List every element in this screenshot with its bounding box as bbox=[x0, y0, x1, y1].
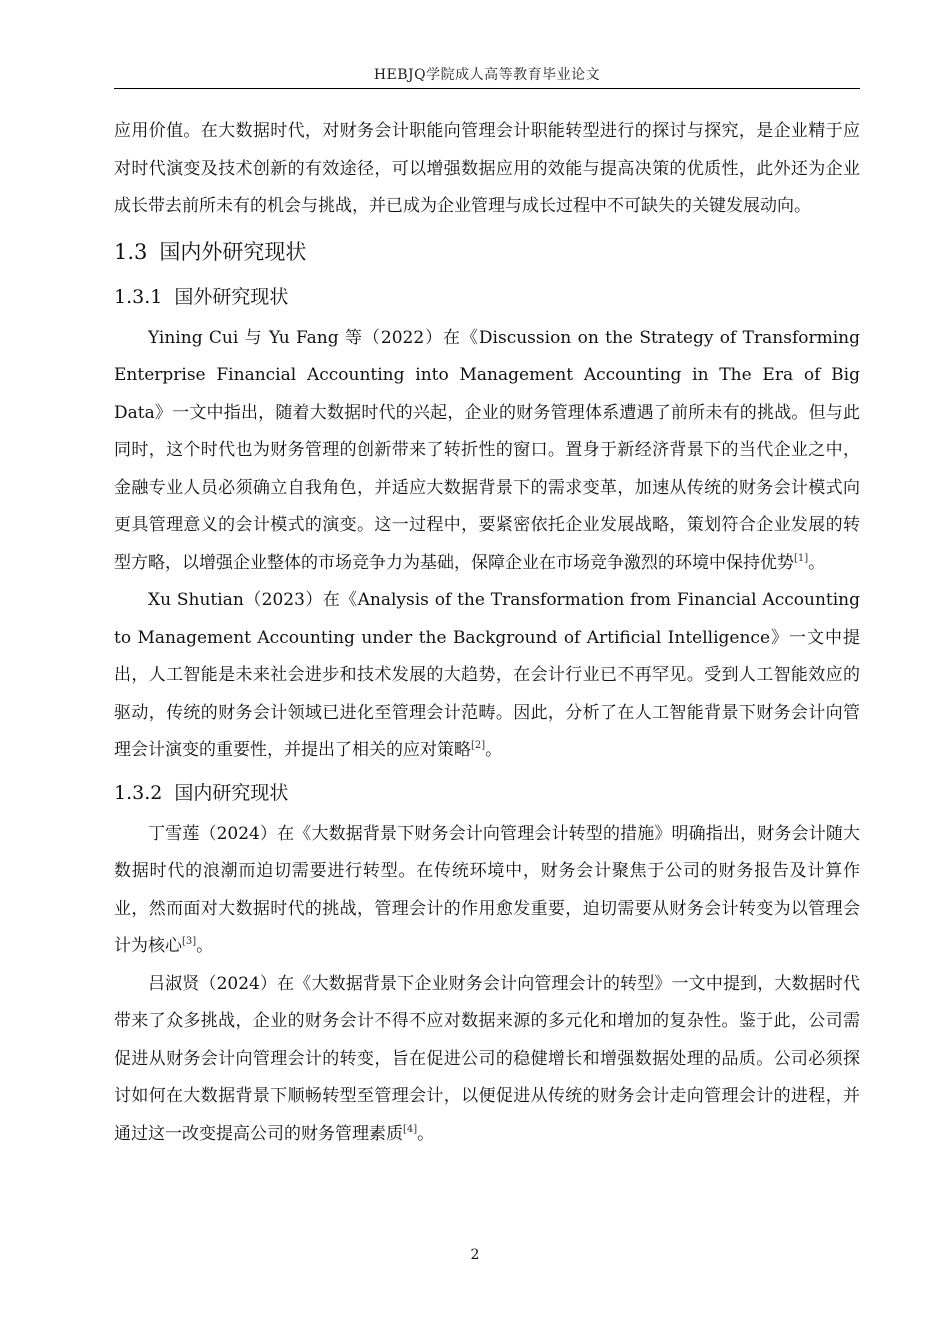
citation-ref: [3] bbox=[182, 936, 197, 947]
page-body bbox=[114, 113, 860, 1153]
header-divider bbox=[114, 88, 860, 89]
section-number: 1.3 bbox=[114, 239, 148, 264]
page-number: 2 bbox=[470, 1247, 480, 1263]
paragraph-end: 。 bbox=[417, 1123, 435, 1144]
subsection-title: 国外研究现状 bbox=[174, 285, 289, 308]
section-title: 国内外研究现状 bbox=[159, 239, 307, 264]
paragraph-end: 。 bbox=[196, 936, 214, 956]
paragraph-text: Xu Shutian（2023）在《Analysis of the Transformation from Financial Accounting to Management Accounting under the Background of Artificial Intelligence》一文中提出，人工智能是未来社会进步和技术发展的大趋势，在会计行业已不再罕见。受到人工智能效应的驱动，传统的财务会计领域已进化至管理会计范畴。因此，分析了在人工智能背景下财务会计向管理会计演变的重要性，并提出了相关的应对策略 bbox=[114, 590, 860, 760]
citation-ref: [4] bbox=[403, 1123, 418, 1135]
paragraph-end: 。 bbox=[808, 552, 826, 573]
paragraph-foreign-research-1 bbox=[114, 320, 860, 583]
paragraph-domestic-research-2 bbox=[114, 966, 860, 1154]
subsection-heading-1-3-1 bbox=[114, 278, 860, 316]
paragraph-text: 丁雪莲（2024）在《大数据背景下财务会计向管理会计转型的措施》明确指出，财务会计随大数据时代的浪潮而迫切需要进行转型。在传统环境中，财务会计聚焦于公司的财务报告及计算作业，然而面对大数据时代的挑战，管理会计的作用愈发重要，迫切需要从财务会计转变为以管理会计为核心 bbox=[114, 823, 860, 956]
paragraph-foreign-research-2 bbox=[114, 582, 860, 770]
paragraph-domestic-research-1 bbox=[114, 816, 860, 966]
paragraph-text: Yining Cui 与 Yu Fang 等（2022）在《Discussion on the Strategy of Transforming Enterprise Financial Accounting into Management Accounting in The Era of Big Data》一文中指出，随着大数据时代的兴起，企业的财务管理体系遭遇了前所未有的挑战。但与此同时，这个时代也为财务管理的创新带来了转折性的窗口。置身于新经济背景下的当代企业之中，金融专业人员必须确立自我角色，并适应大数据背景下的需求变革，加速从传统的财务会计模式向更具管理意义的会计模式的演变。这一过程中，要紧密依托企业发展战略，策划符合企业发展的转型方略，以增强企业整体的市场竞争力为基础，保障企业在市场竞争激烈的环境中保持优势 bbox=[114, 327, 860, 573]
subsection-heading-1-3-2 bbox=[114, 774, 860, 812]
subsection-number: 1.3.1 bbox=[114, 285, 163, 308]
section-heading-1-3 bbox=[114, 232, 860, 272]
citation-ref: [1] bbox=[794, 552, 809, 564]
citation-ref: [2] bbox=[471, 740, 486, 751]
intro-paragraph: 应用价值。在大数据时代，对财务会计职能向管理会计职能转型进行的探讨与探究，是企业精于应对时代演变及技术创新的有效途径，可以增强数据应用的效能与提高决策的优质性，此外还为企业成长带去前所未有的机会与挑战，并已成为企业管理与成长过程中不可缺失的关键发展动向。 bbox=[114, 121, 860, 216]
subsection-title: 国内研究现状 bbox=[174, 781, 289, 804]
page-header: HEBJQ学院成人高等教育毕业论文 bbox=[373, 67, 601, 83]
subsection-number: 1.3.2 bbox=[114, 781, 163, 804]
paragraph-text: 吕淑贤（2024）在《大数据背景下企业财务会计向管理会计的转型》一文中提到，大数据时代带来了众多挑战，企业的财务会计不得不应对数据来源的多元化和增加的复杂性。鉴于此，公司需促进从财务会计向管理会计的转变，旨在促进公司的稳健增长和增强数据处理的品质。公司必须探讨如何在大数据背景下顺畅转型至管理会计，以便促进从传统的财务会计走向管理会计的进程，并通过这一改变提高公司的财务管理素质 bbox=[114, 973, 860, 1144]
paragraph-end: 。 bbox=[485, 740, 503, 760]
